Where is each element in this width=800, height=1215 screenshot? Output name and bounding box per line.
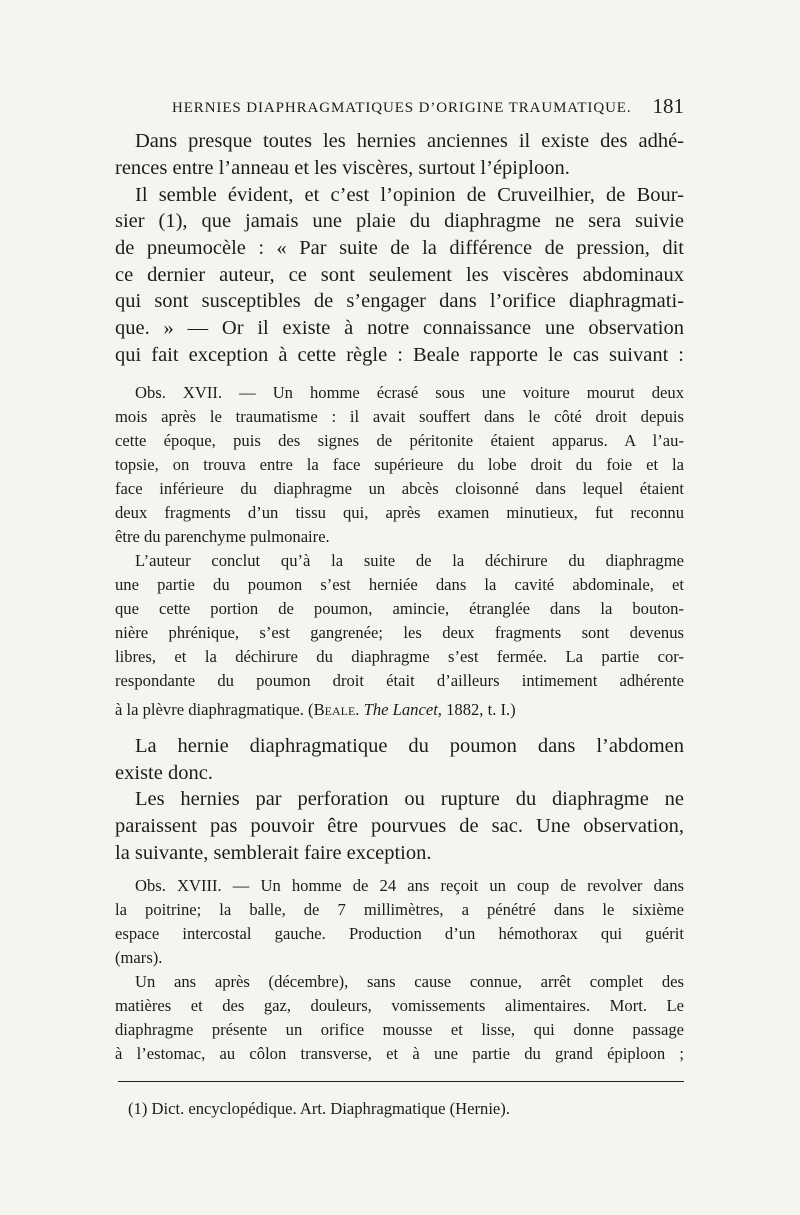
text-line-7: qui sont susceptibles de s’engager dans l’orifice diaphragmati- [115, 290, 684, 312]
obs2-line-6: matières et des gaz, douleurs, vomissements alimentaires. Mort. Le [115, 996, 684, 1015]
obs2-line-7: diaphragme présente un orifice mousse et lisse, qui donne passage [115, 1020, 684, 1039]
obs-line-4: topsie, on trouva entre la face supérieure du lobe droit du foie et la [115, 455, 684, 474]
text-line-11: existe donc. [115, 762, 213, 784]
obs-line-9: une partie du poumon s’est herniée dans la cavité abdominale, et [115, 575, 684, 594]
text-line-9: qui fait exception à cette règle : Beale rapporte le cas suivant : [115, 344, 684, 366]
citation-journal: The Lancet, [363, 700, 442, 719]
text-line-10: La hernie diaphragmatique du poumon dans l’abdomen [135, 735, 684, 757]
running-title: HERNIES DIAPHRAGMATIQUES D’ORIGINE TRAUMATIQUE. [172, 100, 632, 116]
obs2-line-1: Obs. XVIII. — Un homme de 24 ans reçoit un coup de revolver dans [135, 876, 684, 895]
citation-year: 1882, t. I.) [441, 700, 516, 719]
obs2-line-2: la poitrine; la balle, de 7 millimètres, a pénétré dans le sixième [115, 900, 684, 919]
obs2-line-3: espace intercostal gauche. Production d’un hémothorax qui guérit [115, 924, 684, 943]
footnote-rule [118, 1081, 684, 1082]
text-line-5: de pneumocèle : « Par suite de la différence de pression, dit [115, 237, 684, 259]
text-line-13: paraissent pas pouvoir être pourvues de sac. Une observation, [115, 815, 684, 837]
obs2-line-5: Un ans après (décembre), sans cause connue, arrêt complet des [135, 972, 684, 991]
obs-line-6: deux fragments d’un tissu qui, après examen minutieux, fut reconnu [115, 503, 684, 522]
obs-line-13: respondante du poumon droit était d’ailleurs intimement adhérente [115, 671, 684, 690]
citation-line [115, 698, 684, 721]
text-line-3: Il semble évident, et c’est l’opinion de Cruveilhier, de Bour- [135, 184, 684, 206]
text-line-6: ce dernier auteur, ce sont seulement les viscères abdominaux [115, 264, 684, 286]
citation-text: à la plèvre diaphragmatique. ( [115, 700, 314, 719]
obs2-line-8: à l’estomac, au côlon transverse, et à une partie du grand épiploon ; [115, 1044, 684, 1063]
text-line-14: la suivante, semblerait faire exception. [115, 842, 432, 864]
text-line-8: que. » — Or il existe à notre connaissance une observation [115, 317, 684, 339]
obs-line-2: mois après le traumatisme : il avait souffert dans le côté droit depuis [115, 407, 684, 426]
text-line-12: Les hernies par perforation ou rupture du diaphragme ne [135, 788, 684, 810]
obs-line-11: nière phrénique, s’est gangrenée; les deux fragments sont devenus [115, 623, 684, 642]
footnote: (1) Dict. encyclopédique. Art. Diaphragmatique (Hernie). [128, 1099, 510, 1118]
text-line-4: sier (1), que jamais une plaie du diaphragme ne sera suivie [115, 210, 684, 232]
obs-line-5: face inférieure du diaphragme un abcès cloisonné dans lequel étaient [115, 479, 684, 498]
text-line-1: Dans presque toutes les hernies anciennes il existe des adhé- [135, 130, 684, 152]
running-header [172, 94, 684, 122]
citation-author: Beale. [313, 700, 360, 719]
obs-line-12: libres, et la déchirure du diaphragme s’est fermée. La partie cor- [115, 647, 684, 666]
text-line-2: rences entre l’anneau et les viscères, surtout l’épiploon. [115, 157, 570, 179]
page-number: 181 [652, 94, 684, 118]
obs-line-8: L’auteur conclut qu’à la suite de la déchirure du diaphragme [135, 551, 684, 570]
obs2-line-4: (mars). [115, 948, 163, 967]
obs-line-1: Obs. XVII. — Un homme écrasé sous une voiture mourut deux [135, 383, 684, 402]
obs-line-10: que cette portion de poumon, amincie, étranglée dans la bouton- [115, 599, 684, 618]
obs-line-7: être du parenchyme pulmonaire. [115, 527, 330, 546]
obs-line-3: cette époque, puis des signes de péritonite étaient apparus. A l’au- [115, 431, 684, 450]
